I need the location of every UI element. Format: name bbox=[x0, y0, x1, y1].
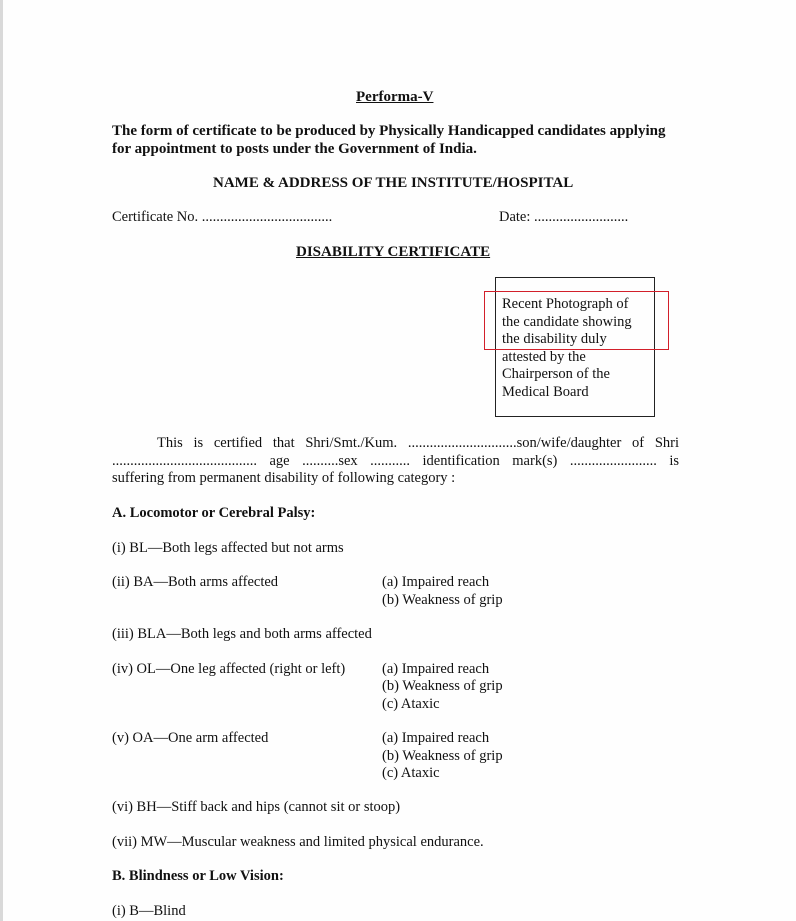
disability-item: (iv) OL—One leg affected (right or left) bbox=[112, 661, 346, 677]
disability-item: (i) BL—Both legs affected but not arms bbox=[112, 540, 344, 556]
disability-subitem: (a) Impaired reach bbox=[382, 730, 490, 746]
institute-heading: NAME & ADDRESS OF THE INSTITUTE/HOSPITAL bbox=[213, 175, 574, 191]
disability-subitem: (b) Weakness of grip bbox=[382, 592, 503, 608]
disability-item: (ii) BA—Both arms affected bbox=[112, 574, 279, 590]
disability-item: (iii) BLA—Both legs and both arms affected bbox=[112, 626, 372, 642]
certificate-date: Date: .......................... bbox=[499, 209, 629, 225]
certification-line-2: ........................................ age ..........sex ........... identification mark(s) ........................ is bbox=[112, 453, 679, 469]
intro-line-1: The form of certificate to be produced by Physically Handicapped candidates applying bbox=[112, 123, 666, 139]
disability-subitem: (a) Impaired reach bbox=[382, 661, 490, 677]
photo-line: the disability duly bbox=[502, 331, 607, 348]
photo-line: Recent Photograph of bbox=[502, 296, 629, 312]
highlight-box bbox=[484, 291, 669, 350]
photo-line: attested by the bbox=[502, 348, 586, 365]
page-edge-shadow bbox=[0, 0, 3, 921]
intro-line-2: for appointment to posts under the Government of India. bbox=[112, 141, 477, 157]
certificate-title: DISABILITY CERTIFICATE bbox=[296, 244, 491, 260]
disability-item: (vii) MW—Muscular weakness and limited physical endurance. bbox=[112, 834, 484, 850]
photo-line: the candidate showing bbox=[502, 313, 632, 330]
photo-line: Medical Board bbox=[502, 383, 589, 400]
disability-item: (vi) BH—Stiff back and hips (cannot sit or stoop) bbox=[112, 799, 401, 815]
section-a-heading: A. Locomotor or Cerebral Palsy: bbox=[112, 505, 316, 521]
certification-line-1: This is certified that Shri/Smt./Kum. ..............................son/wife/daughter of Shri bbox=[157, 435, 679, 451]
photo-line: Chairperson of the bbox=[502, 366, 610, 383]
disability-subitem: (b) Weakness of grip bbox=[382, 678, 503, 694]
disability-subitem: (c) Ataxic bbox=[382, 765, 440, 781]
disability-subitem: (c) Ataxic bbox=[382, 696, 440, 712]
disability-subitem: (a) Impaired reach bbox=[382, 574, 490, 590]
disability-item: (i) B—Blind bbox=[112, 903, 186, 919]
section-b-heading: B. Blindness or Low Vision: bbox=[112, 868, 284, 884]
certification-line-3: suffering from permanent disability of following category : bbox=[112, 470, 456, 486]
performa-title: Performa-V bbox=[356, 89, 434, 105]
disability-item: (v) OA—One arm affected bbox=[112, 730, 269, 746]
disability-subitem: (b) Weakness of grip bbox=[382, 748, 503, 764]
certificate-number: Certificate No. .................................... bbox=[112, 209, 333, 225]
